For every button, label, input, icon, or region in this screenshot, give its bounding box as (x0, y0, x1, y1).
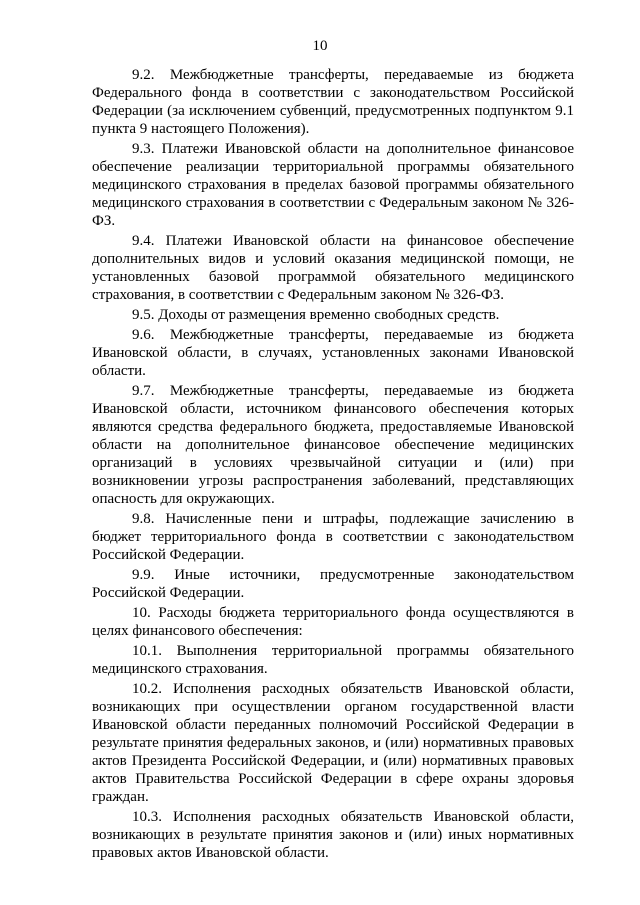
paragraph-9-8: 9.8. Начисленные пени и штрафы, подлежащие зачислению в бюджет территориального фонда в соответствии с законодательством Российской Федерации. (92, 511, 574, 563)
paragraph-9-6: 9.6. Межбюджетные трансферты, передаваемые из бюджета Ивановской области, в случаях, установленных законами Ивановской области. (92, 327, 574, 379)
paragraph-9-2: 9.2. Межбюджетные трансферты, передаваемые из бюджета Федерального фонда в соответствии с законодательством Российской Федерации (за исключением субвенций, предусмотренных подпунктом 9.1 пункта 9 настоящего Положения). (92, 67, 574, 137)
document-body (92, 66, 574, 864)
page-number: 10 (312, 38, 328, 54)
paragraph-10-3: 10.3. Исполнения расходных обязательств Ивановской области, возникающих в результате принятия законов и (или) иных нормативных правовых актов Ивановской области. (92, 809, 574, 861)
paragraph-9-3: 9.3. Платежи Ивановской области на дополнительное финансовое обеспечение реализации территориальной программы обязательного медицинского страхования в пределах базовой программы обязательного медицинского страхования в соответствии с Федеральным законом № 326-ФЗ. (92, 141, 574, 229)
paragraph-9-9: 9.9. Иные источники, предусмотренные законодательством Российской Федерации. (92, 567, 574, 601)
paragraph-9-7: 9.7. Межбюджетные трансферты, передаваемые из бюджета Ивановской области, источником финансового обеспечения которых являются средства федерального бюджета, предоставляемые Ивановской области на дополнительное финансовое обеспечение медицинских организаций в условиях чрезвычайной ситуации и (или) при возникновении угрозы распространения заболеваний, представляющих опасность для окружающих. (92, 383, 574, 507)
paragraph-10-2: 10.2. Исполнения расходных обязательств Ивановской области, возникающих при осуществлении органом государственной власти Ивановской области переданных полномочий Российской Федерации в результате принятия федеральных законов, и (или) нормативных правовых актов Президента Российской Федерации, и (или) нормативных правовых актов Правительства Российской Федерации в сфере охраны здоровья граждан. (92, 681, 574, 805)
paragraph-10-1: 10.1. Выполнения территориальной программы обязательного медицинского страхования. (92, 643, 574, 677)
paragraph-10: 10. Расходы бюджета территориального фонда осуществляются в целях финансового обеспечения: (92, 605, 574, 639)
paragraph-9-5: 9.5. Доходы от размещения временно свободных средств. (132, 307, 500, 323)
paragraph-9-4: 9.4. Платежи Ивановской области на финансовое обеспечение дополнительных видов и условий оказания медицинской помощи, не установленных базовой программой обязательного медицинского страхования, в соответствии с Федеральным законом № 326-ФЗ. (92, 233, 574, 303)
